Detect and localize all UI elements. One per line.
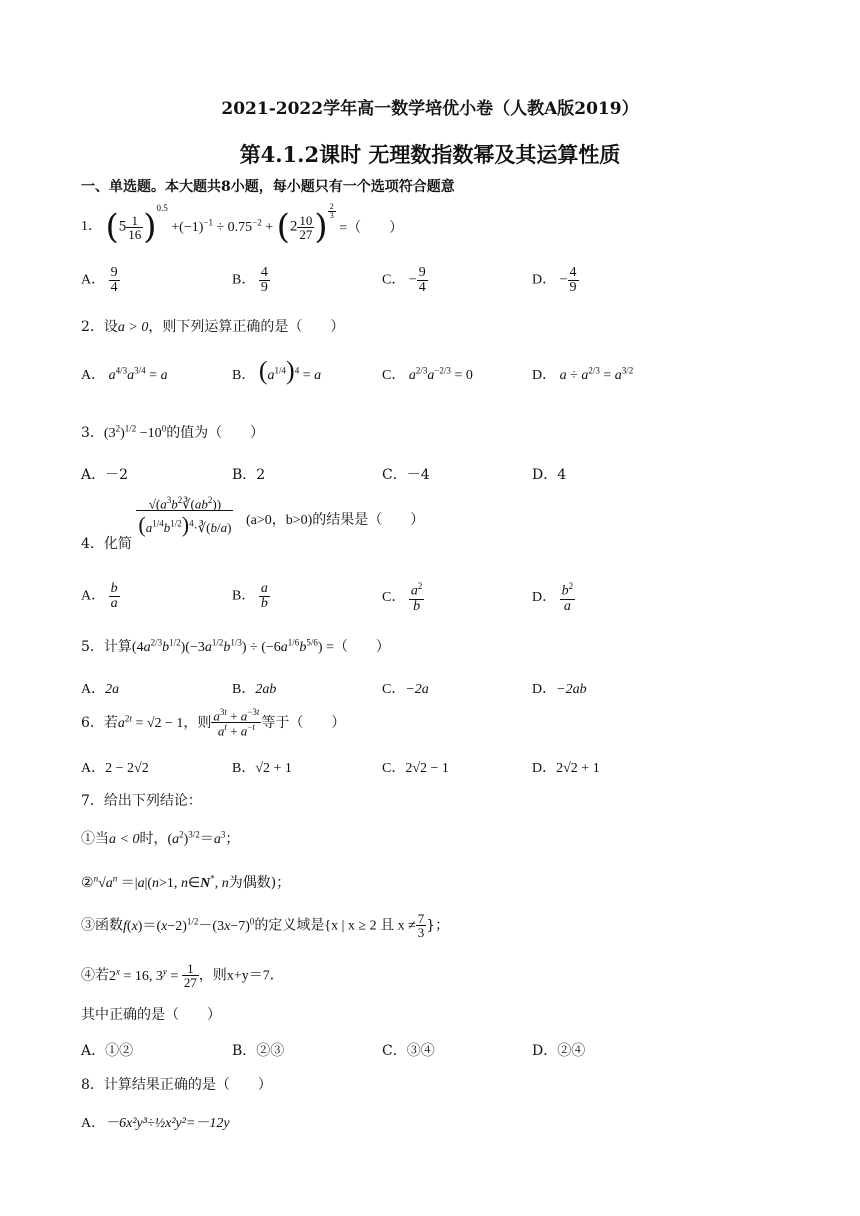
lesson-title: 第4.1.2课时 无理数指数幂及其运算性质 (239, 142, 621, 167)
option-d[interactable]: D．−2ab (532, 682, 587, 697)
option-d[interactable]: D． $\frac{b^2}{a}$ (532, 581, 574, 614)
option-d[interactable]: D． − $\frac{4}{9}$ (532, 265, 577, 295)
option-d[interactable]: D．2√2 + 1 (532, 761, 600, 776)
option-b[interactable]: B．②③ (232, 1043, 285, 1059)
option-a[interactable]: A．2a (81, 682, 120, 697)
question-7-closing: 其中正确的是（ ） (81, 1007, 221, 1023)
option-c[interactable]: C． − $\frac{9}{4}$ (382, 265, 426, 295)
option-a[interactable]: A． $a^{4/3}a^{3/4} = a$ (81, 365, 168, 383)
question-6: 6．若$a^{2t} = √2 - 1$，则 $\frac{a^{3t} + a^{-3t}}{a^t + a^{-t}}$ 等于（ ） (81, 707, 346, 739)
option-d[interactable]: D．4 (532, 467, 567, 483)
option-d[interactable]: D．②④ (532, 1043, 586, 1059)
option-c[interactable]: C．－4 (382, 467, 430, 483)
question-8: 8．计算结果正确的是（ ） (81, 1077, 272, 1093)
option-c[interactable]: C．③④ (382, 1043, 435, 1059)
question-7: 7．给出下列结论： (81, 793, 202, 809)
question-2: 2．设a > 0，则下列运算正确的是（ ） (81, 319, 345, 335)
option-a[interactable]: A．2 − 2√2 (81, 761, 149, 776)
statement-4: ④若$2^x = 16$, $3^y$ = $\frac{1}{27}$ ，则x+y＝7． (81, 961, 284, 990)
question-3: 3．$(3^2)^{1/2} -10^0$的值为（ ） (81, 423, 265, 441)
option-c[interactable]: C． $a^{2/3}a^{-2/3} = 0$ (382, 365, 473, 383)
option-a[interactable]: A． $\frac{9}{4}$ (81, 265, 118, 295)
option-b[interactable]: B． $(a^{1/4})^4 = a$ (232, 356, 322, 385)
option-a[interactable]: A． $\frac{b}{a}$ (81, 581, 118, 611)
question-5: 5．计算$(4a^{2/3}b^{1/2})(-3a^{1/2}b^{1/3}) \div (-6a^{1/6}b^{5/6})$ =（ ） (81, 637, 390, 655)
statement-3: ③函数$f(x)=(x-2)^{1/2}-(3x-7)^0$的定义域是{x | x ≥ 2 且 x ≠ $\frac{7}{3}$ }； (81, 911, 450, 940)
option-a[interactable]: A．－2 (81, 467, 129, 483)
question-4: 4．化简 $\frac{√(a^3b^2∛(ab^2))}{(a^{1/4}b^{1/2})^4\cdot∛(b/a)}$ (a>0，b>0)的结果是（ ） (81, 495, 425, 553)
statement-1: ①当a < 0时，$(a^2)^{3/2}=a^3$； (81, 829, 240, 847)
question-1: 1． (5 $\frac{1}{16}$ )$^{0.5} +(-1)^{-1} \div 0.75^{-2} + (2$ $\frac{10}{27}$ ) $\frac{2}{3}$ =（ ） (81, 201, 404, 247)
option-b[interactable]: B．2ab (232, 682, 277, 697)
option-c[interactable]: C．−2a (382, 682, 429, 697)
option-b[interactable]: B．2 (232, 467, 266, 483)
document-title: 2021-2022学年高一数学培优小卷（人教A版2019） (221, 99, 639, 119)
option-b[interactable]: B．√2 + 1 (232, 761, 292, 776)
option-a[interactable]: A．－6x²y³÷½x²y²=－12y (81, 1116, 230, 1131)
statement-2: $②^n√a^n =|a|(n>1$, n∈N*, n为偶数)； (81, 873, 291, 891)
option-d[interactable]: D． $a \div a^{2/3} = a^{3/2}$ (532, 365, 634, 383)
option-b[interactable]: B． $\frac{4}{9}$ (232, 265, 268, 295)
option-c[interactable]: C．2√2 − 1 (382, 761, 449, 776)
option-b[interactable]: B． $\frac{a}{b}$ (232, 581, 268, 611)
option-c[interactable]: C． $\frac{a^2}{b}$ (382, 581, 423, 614)
option-a[interactable]: A．①② (81, 1043, 134, 1059)
section-heading: 一、单选题。本大题共8小题，每小题只有一个选项符合题意 (81, 179, 455, 195)
question-number: 1． (81, 219, 102, 235)
